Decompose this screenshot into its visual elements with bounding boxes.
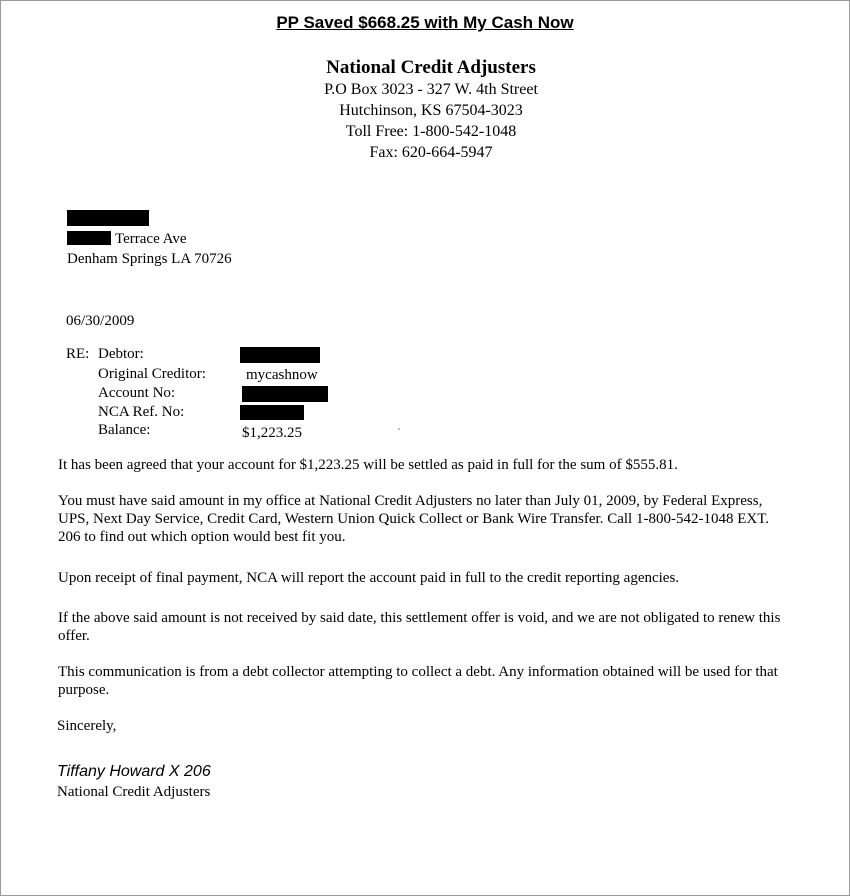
creditor-value: mycashnow — [246, 367, 318, 383]
account-label: Account No: — [98, 385, 176, 401]
paragraph-settlement: It has been agreed that your account for $1,223.25 will be settled as paid in full for the sum of $555.81. — [58, 457, 678, 473]
closing: Sincerely, — [57, 718, 117, 734]
letter-date: 06/30/2009 — [66, 313, 135, 329]
balance-value: $1,223.25 — [242, 425, 302, 441]
paragraph-debt-collector-notice: This communication is from a debt collector attempting to collect a debt. Any information obtained will be used for that purpose. — [58, 664, 778, 698]
debtor-label: Debtor: — [98, 346, 144, 362]
re-label: RE: — [66, 346, 90, 362]
scan-speck — [398, 428, 400, 430]
ref-label: NCA Ref. No: — [98, 404, 185, 420]
letterhead-fax: Fax: 620-664-5947 — [369, 144, 493, 161]
letterhead-address1: P.O Box 3023 - 327 W. 4th Street — [324, 81, 538, 98]
paragraph-credit-reporting: Upon receipt of final payment, NCA will report the account paid in full to the credit reporting agencies. — [58, 570, 680, 586]
paragraph-payment-instructions: You must have said amount in my office at National Credit Adjusters no later than July 01, 2009, by Federal Express, UPS, Next Day Service, Credit Card, Western Union Quick Collect or Bank Wire Transfer. Call 1-800-542-1048 EXT. 206 to find out which option would best fit you. — [58, 493, 769, 545]
letterhead — [0, 57, 850, 163]
redacted-account-number — [242, 386, 328, 402]
letterhead-company: National Credit Adjusters — [326, 57, 536, 78]
redacted-street-number — [67, 231, 111, 245]
recipient-city-line: Denham Springs LA 70726 — [67, 251, 232, 267]
redacted-recipient-name — [67, 210, 149, 226]
redacted-ref-number — [240, 405, 304, 420]
headline: PP Saved $668.25 with My Cash Now — [276, 13, 574, 32]
paragraph-offer-void: If the above said amount is not received by said date, this settlement offer is void, and we are not obligated to renew this offer. — [58, 610, 781, 644]
signature: Tiffany Howard X 206 — [57, 763, 211, 780]
creditor-label: Original Creditor: — [98, 366, 206, 382]
letterhead-address2: Hutchinson, KS 67504-3023 — [339, 102, 523, 119]
letterhead-toll-free: Toll Free: 1-800-542-1048 — [345, 123, 517, 140]
recipient-street: Terrace Ave — [115, 231, 187, 247]
balance-label: Balance: — [98, 422, 151, 438]
signature-company: National Credit Adjusters — [57, 784, 211, 800]
redacted-debtor — [240, 347, 320, 363]
